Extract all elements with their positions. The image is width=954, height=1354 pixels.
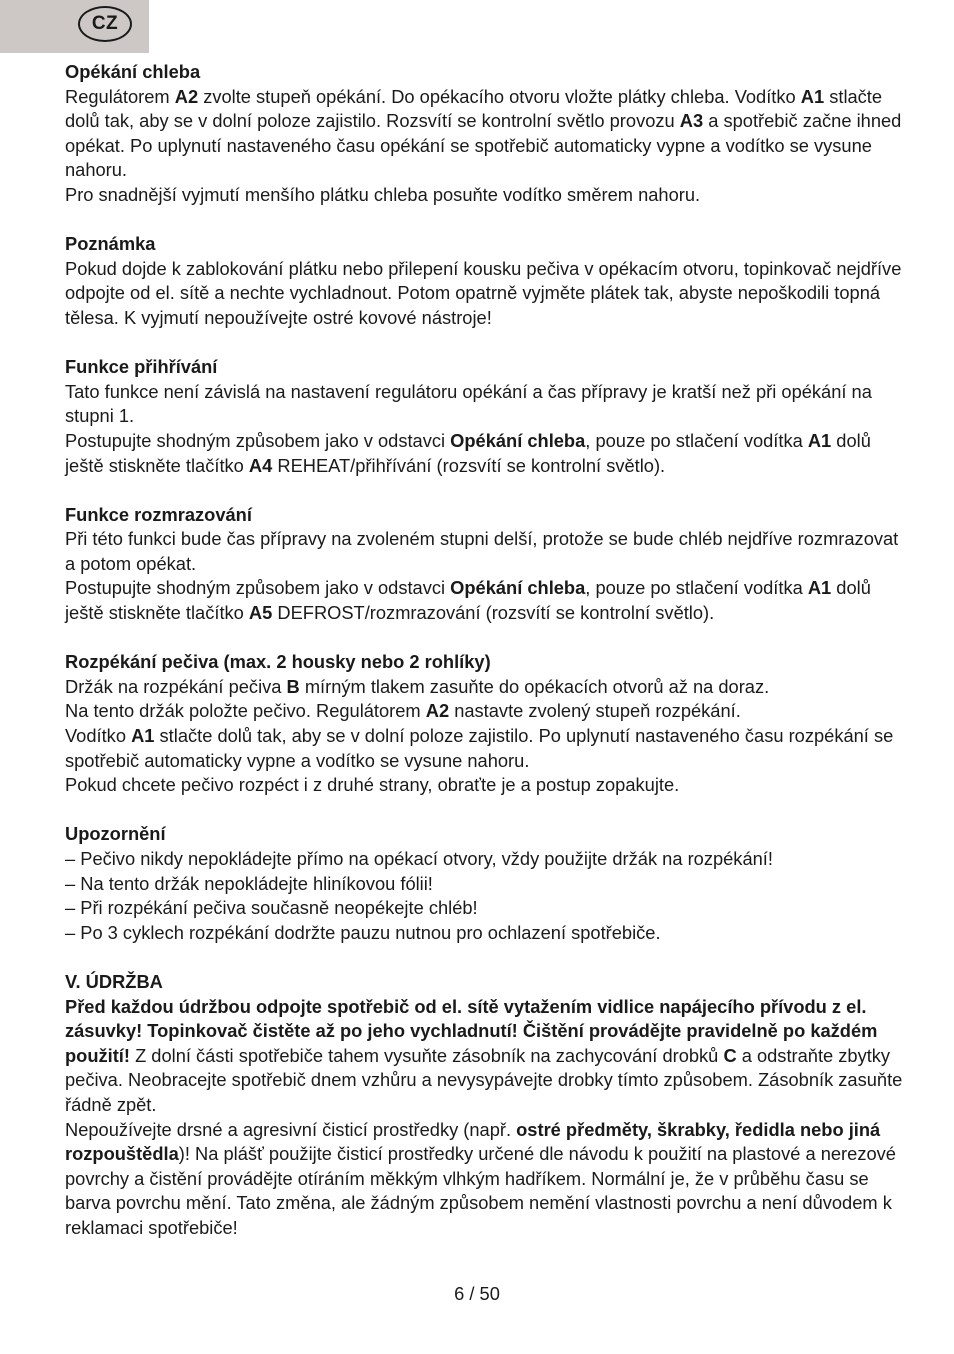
- text-run: Při této funkci bude čas přípravy na zvoleném stupni delší, protože se bude chléb nejdříve rozmrazovat a potom opékat.: [65, 528, 899, 574]
- section: [65, 970, 905, 1241]
- text-run: – Po 3 cyklech rozpékání dodržte pauzu nutnou pro ochlazení spotřebiče.: [65, 921, 661, 943]
- paragraph: [65, 527, 905, 576]
- text-run: – Při rozpékání pečiva současně neopékejte chléb!: [65, 897, 478, 919]
- paragraph: [65, 576, 905, 625]
- paragraph: [65, 699, 905, 724]
- paragraph: [65, 85, 905, 183]
- text-run: Držák na rozpékání pečiva: [65, 675, 287, 697]
- text-run: a spotřebič začne ihned opékat. Po uplynutí nastaveného času opékání se spotřebič automaticky vypne a vodítko se vysune nahoru.: [65, 110, 902, 181]
- paragraph: [65, 847, 905, 872]
- bold-text: Opékání chleba: [450, 429, 586, 451]
- paragraph: [65, 675, 905, 700]
- section-title: Rozpékání pečiva (max. 2 housky nebo 2 rohlíky): [65, 651, 491, 673]
- text-run: Vodítko: [65, 725, 132, 747]
- section: [65, 503, 905, 626]
- bold-text: A1: [807, 577, 832, 599]
- text-run: Postupujte shodným způsobem jako v odstavci: [65, 577, 451, 599]
- paragraph: [65, 995, 905, 1118]
- bold-text: C: [723, 1044, 737, 1066]
- text-run: )! Na plášť použijte čisticí prostředky určené dle návodu k použití na plastové a nerezové povrchy a čistění provádějte otíráním měkkým vlhkým hadříkem. Normální je, že v průběhu času se barva povrchu mění. Tato změna, ale žádným způsobem nemění vlastnosti povrchu a není důvodem k reklamaci spotřebiče!: [65, 1143, 896, 1238]
- document-body: [65, 60, 905, 1241]
- text-run: dolů ještě stiskněte tlačítko: [65, 577, 871, 624]
- bold-text: A2: [425, 700, 450, 722]
- bold-text: ostré předměty, škrabky, ředidla nebo jiná rozpouštědla: [65, 1118, 881, 1165]
- text-run: Na tento držák položte pečivo. Regulátorem: [65, 700, 426, 722]
- paragraph: [65, 896, 905, 921]
- section: [65, 822, 905, 945]
- paragraph: [65, 380, 905, 429]
- section: [65, 60, 905, 208]
- text-run: mírným tlakem zasuňte do opékacích otvorů až na doraz.: [299, 675, 770, 697]
- section: [65, 355, 905, 478]
- text-run: REHEAT/přihřívání (rozsvítí se kontrolní světlo).: [272, 454, 666, 476]
- section-title: Funkce rozmrazování: [65, 503, 252, 525]
- section-title: Upozornění: [65, 823, 166, 845]
- text-run: nastavte zvolený stupeň rozpékání.: [449, 700, 741, 722]
- text-run: – Na tento držák nepokládejte hliníkovou fólii!: [65, 872, 433, 894]
- paragraph: [65, 921, 905, 946]
- text-run: stlačte dolů tak, aby se v dolní poloze zajistilo. Rozsvítí se kontrolní světlo provozu: [65, 85, 883, 132]
- bold-text: A5: [248, 602, 273, 624]
- text-run: Nepoužívejte drsné a agresivní čisticí prostředky (např.: [65, 1118, 517, 1140]
- paragraph: [65, 1118, 905, 1241]
- section-title: Opékání chleba: [65, 61, 201, 82]
- text-run: Pokud chcete pečivo rozpéct i z druhé strany, obraťte je a postup zopakujte.: [65, 774, 680, 796]
- text-run: Postupujte shodným způsobem jako v odstavci: [65, 429, 451, 451]
- paragraph: [65, 183, 905, 208]
- text-run: Z dolní části spotřebiče tahem vysuňte zásobník na zachycování drobků: [129, 1044, 724, 1066]
- text-run: Regulátorem: [65, 85, 175, 107]
- bold-text: A3: [679, 110, 704, 132]
- text-run: a odstraňte zbytky pečiva. Neobracejte spotřebič dnem vzhůru a nevysypávejte drobky tímto způsobem. Zásobník zasuňte řádně zpět.: [65, 1044, 903, 1115]
- paragraph: [65, 257, 905, 331]
- bold-text: Před každou údržbou odpojte spotřebič od el. sítě vytažením vidlice napájecího přívodu z el. zásuvky! Topinkovač čistěte až po jeho vychladnutí! Čištění provádějte pravidelně po každém použití!: [65, 995, 878, 1066]
- bold-text: A1: [131, 725, 155, 747]
- bold-text: A2: [174, 85, 199, 107]
- text-run: zvolte stupeň opékání. Do opékacího otvoru vložte plátky chleba. Vodítko: [198, 85, 801, 107]
- text-run: dolů ještě stiskněte tlačítko: [65, 429, 871, 476]
- text-run: DEFROST/rozmrazování (rozsvítí se kontrolní světlo).: [272, 602, 715, 624]
- text-run: stlačte dolů tak, aby se v dolní poloze zajistilo. Po uplynutí nastaveného času rozpékání se spotřebič automaticky vypne a vodítko se vysune nahoru.: [65, 725, 894, 771]
- section-title: Funkce přihřívání: [65, 356, 218, 378]
- section-title: Poznámka: [65, 233, 156, 255]
- text-run: , pouze po stlačení vodítka: [585, 577, 808, 599]
- text-run: Pro snadnější vyjmutí menšího plátku chleba posuňte vodítko směrem nahoru.: [65, 183, 701, 205]
- text-run: Tato funkce není závislá na nastavení regulátoru opékání a čas přípravy je kratší než při opékání na stupni 1.: [65, 380, 872, 427]
- paragraph: [65, 872, 905, 897]
- page-number: 6 / 50: [454, 1283, 500, 1304]
- bold-text: A1: [807, 429, 832, 451]
- text-run: – Pečivo nikdy nepokládejte přímo na opékací otvory, vždy použijte držák na rozpékání!: [65, 848, 773, 869]
- section: [65, 232, 905, 330]
- paragraph: [65, 773, 905, 798]
- bold-text: A1: [800, 85, 825, 107]
- bold-text: Opékání chleba: [450, 577, 586, 599]
- bold-text: A4: [248, 454, 273, 476]
- section-title: V. ÚDRŽBA: [65, 970, 163, 992]
- paragraph: [65, 724, 905, 773]
- language-badge: CZ: [78, 6, 132, 42]
- section: [65, 650, 905, 798]
- bold-text: B: [286, 675, 300, 697]
- paragraph: [65, 429, 905, 478]
- text-run: , pouze po stlačení vodítka: [585, 429, 808, 451]
- text-run: Pokud dojde k zablokování plátku nebo přilepení kousku pečiva v opékacím otvoru, topinkovač nejdříve odpojte od el. sítě a nechte vychladnout. Potom opatrně vyjměte plátek tak, abyste nepoškodili topná tělesa. K vyjmutí nepoužívejte ostré kovové nástroje!: [65, 257, 902, 328]
- language-tab: [0, 0, 149, 53]
